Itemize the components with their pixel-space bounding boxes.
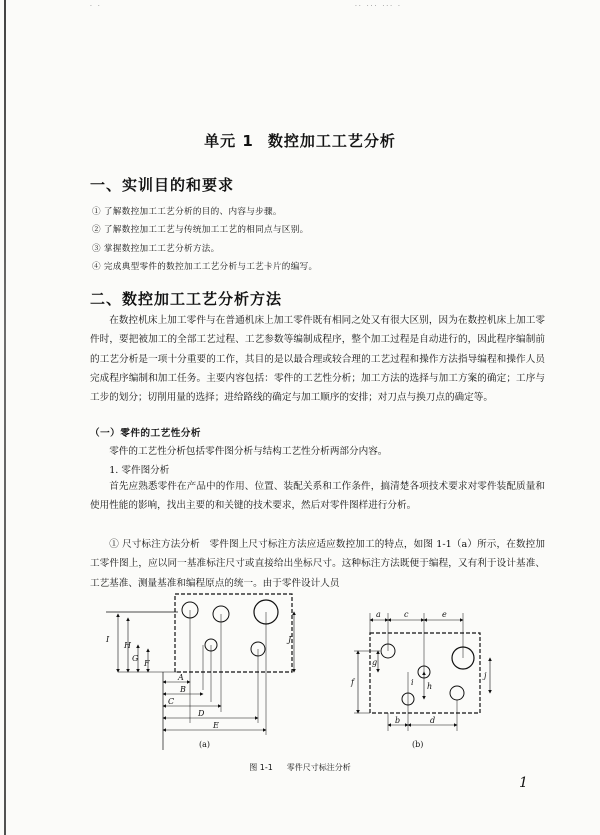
scan-edge xyxy=(4,0,6,835)
list-item: ② 了解数控加工工艺与传统加工工艺的相同点与区别。 xyxy=(92,225,309,235)
hole xyxy=(450,686,464,700)
body-text: 零件的工艺性分析包括零件图分析与结构工艺性分析两部分内容。 xyxy=(109,446,388,457)
page-number: 1 xyxy=(519,775,528,791)
header-mark: · · xyxy=(90,3,102,10)
list-item: ③ 掌握数控加工工艺分析方法。 xyxy=(92,244,220,254)
dim-label-j: j xyxy=(484,671,487,680)
part-outline xyxy=(175,594,292,672)
section1-heading: 一、实训目的和要求 xyxy=(90,176,235,194)
dim-label-I: I xyxy=(106,635,110,644)
dim-label-e: e xyxy=(442,610,447,619)
dim-label-F: F xyxy=(144,659,150,668)
header-mark: ·· ··· ··· · xyxy=(355,3,402,10)
figure-b xyxy=(350,605,500,740)
body-paragraph: 在数控机床上加工零件与在普通机床上加工零件既有相同之处又有很大区别，因为在数控机床上加工零件时，要把被加工的全部工艺过程、工艺参数等编制成程序，整个加工过程是自动进行的，因此程序编制前的工艺分析是一项十分重要的工作，其目的是以最合理或较合理的工艺过程和操作方法指导编程和操作人员完成程序编制和加工任务。主要内容包括：零件的工艺性分析；加工方法的选择与加工方案的确定；工序与工步的划分；切削用量的选择；进给路线的确定与加工顺序的安排；对刀点与换刀点的确定等。 xyxy=(90,315,545,404)
unit-title-text: 数控加工工艺分析 xyxy=(267,132,396,150)
dim-label-G: G xyxy=(132,654,139,663)
figure-b-label: (b) xyxy=(412,740,424,749)
list-item: ④ 完成典型零件的数控加工工艺分析与工艺卡片的编写。 xyxy=(92,262,318,272)
dim-label-a: a xyxy=(376,610,381,619)
dim-label-b: b xyxy=(395,716,401,725)
dim-label-i: i xyxy=(411,678,414,687)
unit-title xyxy=(0,130,600,151)
dim-label-c: c xyxy=(404,610,409,619)
dim-label-C: C xyxy=(168,697,175,706)
dim-label-g: g xyxy=(372,658,378,667)
caption-number: 图 1-1 xyxy=(249,763,273,772)
unit-number: 单元 1 xyxy=(204,132,254,150)
list-item: ① 了解数控加工工艺分析的目的、内容与步骤。 xyxy=(92,207,282,217)
dim-label-f: f xyxy=(351,678,354,687)
dim-label-d: d xyxy=(430,716,436,725)
caption-text: 零件尺寸标注分析 xyxy=(286,763,351,772)
dim-label-H: H xyxy=(124,641,131,650)
dim-label-J: J xyxy=(288,635,292,644)
body-paragraph: ① 尺寸标注方法分析 零件图上尺寸标注方法应适应数控加工的特点，如图 1-1（a）所示，在数控加工零件图上，应以同一基准标注尺寸或直接给出坐标尺寸。这种标注方法既便于编程，又有利于设计基准、工艺基准、测量基准和编程原点的统一。由于零件设计人员 xyxy=(90,539,545,589)
dim-label-A: A xyxy=(178,673,184,682)
figure-a-label: (a) xyxy=(199,740,211,749)
dim-label-E: E xyxy=(213,721,219,730)
figure-caption xyxy=(0,762,600,773)
subsection-heading: （一）零件的工艺性分析 xyxy=(90,428,202,439)
part-outline xyxy=(370,633,480,713)
point-heading: 1. 零件图分析 xyxy=(109,465,170,476)
section2-heading: 二、数控加工工艺分析方法 xyxy=(90,290,283,308)
dim-label-D: D xyxy=(198,709,205,718)
dim-label-B: B xyxy=(180,685,186,694)
body-paragraph: 首先应熟悉零件在产品中的作用、位置、装配关系和工作条件，搞清楚各项技术要求对零件装配质量和使用性能的影响，找出主要的和关键的技术要求，然后对零件图样进行分析。 xyxy=(90,481,545,512)
figure-a xyxy=(98,590,308,750)
dim-label-h: h xyxy=(427,682,433,691)
